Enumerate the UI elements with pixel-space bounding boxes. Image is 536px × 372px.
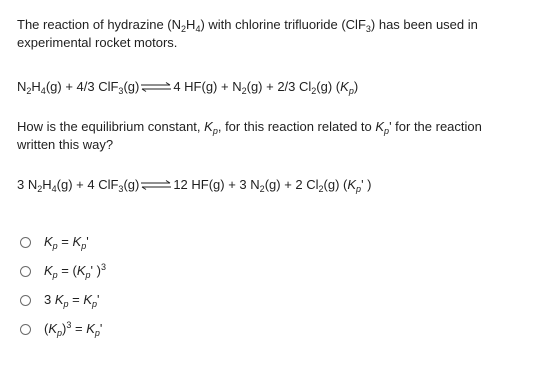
intro-paragraph: The reaction of hydrazine $(N_2H_4)$ with chlorine trifluoride (ClF$_3$) has been used in experimental rocket motors. bbox=[17, 17, 478, 50]
question-text: How is the equilibrium constant, $K_p$, for this reaction related to $K_p'$ for the reaction written this way? bbox=[17, 119, 482, 152]
equilibrium-arrow-icon bbox=[141, 180, 171, 190]
radio-button[interactable] bbox=[20, 237, 31, 248]
option-label: $(K_p)^3 = K_p'$ bbox=[44, 320, 103, 338]
reaction-equation-2: 3 $N_2H_4(g) + 4$ ClF$_3$(g) 12 HF(g) + 3 $N_2(g) + 2$ $Cl_2(g)$ ($K_p'$ ) bbox=[17, 177, 372, 194]
answer-option-2[interactable] bbox=[20, 262, 106, 280]
answer-option-3[interactable] bbox=[20, 291, 100, 309]
answer-option-1[interactable] bbox=[20, 233, 89, 251]
radio-button[interactable] bbox=[20, 324, 31, 335]
radio-button[interactable] bbox=[20, 266, 31, 277]
radio-button[interactable] bbox=[20, 295, 31, 306]
option-label: $K_p = K_p'$ bbox=[44, 234, 89, 251]
answer-option-4[interactable] bbox=[20, 320, 102, 338]
reaction-equation-1: $N_2H_4(g) + 4/3$ ClF$_3$(g) 4 $HF(g) + N_2(g) + 2/3$ $Cl_2(g)$ $(K_p)$ bbox=[17, 79, 359, 96]
equilibrium-arrow-icon bbox=[141, 82, 171, 92]
option-label: 3 $K_p = K_p'$ bbox=[44, 292, 100, 309]
option-label: $K_p = (K_p'$ )$^3$ bbox=[44, 262, 106, 280]
